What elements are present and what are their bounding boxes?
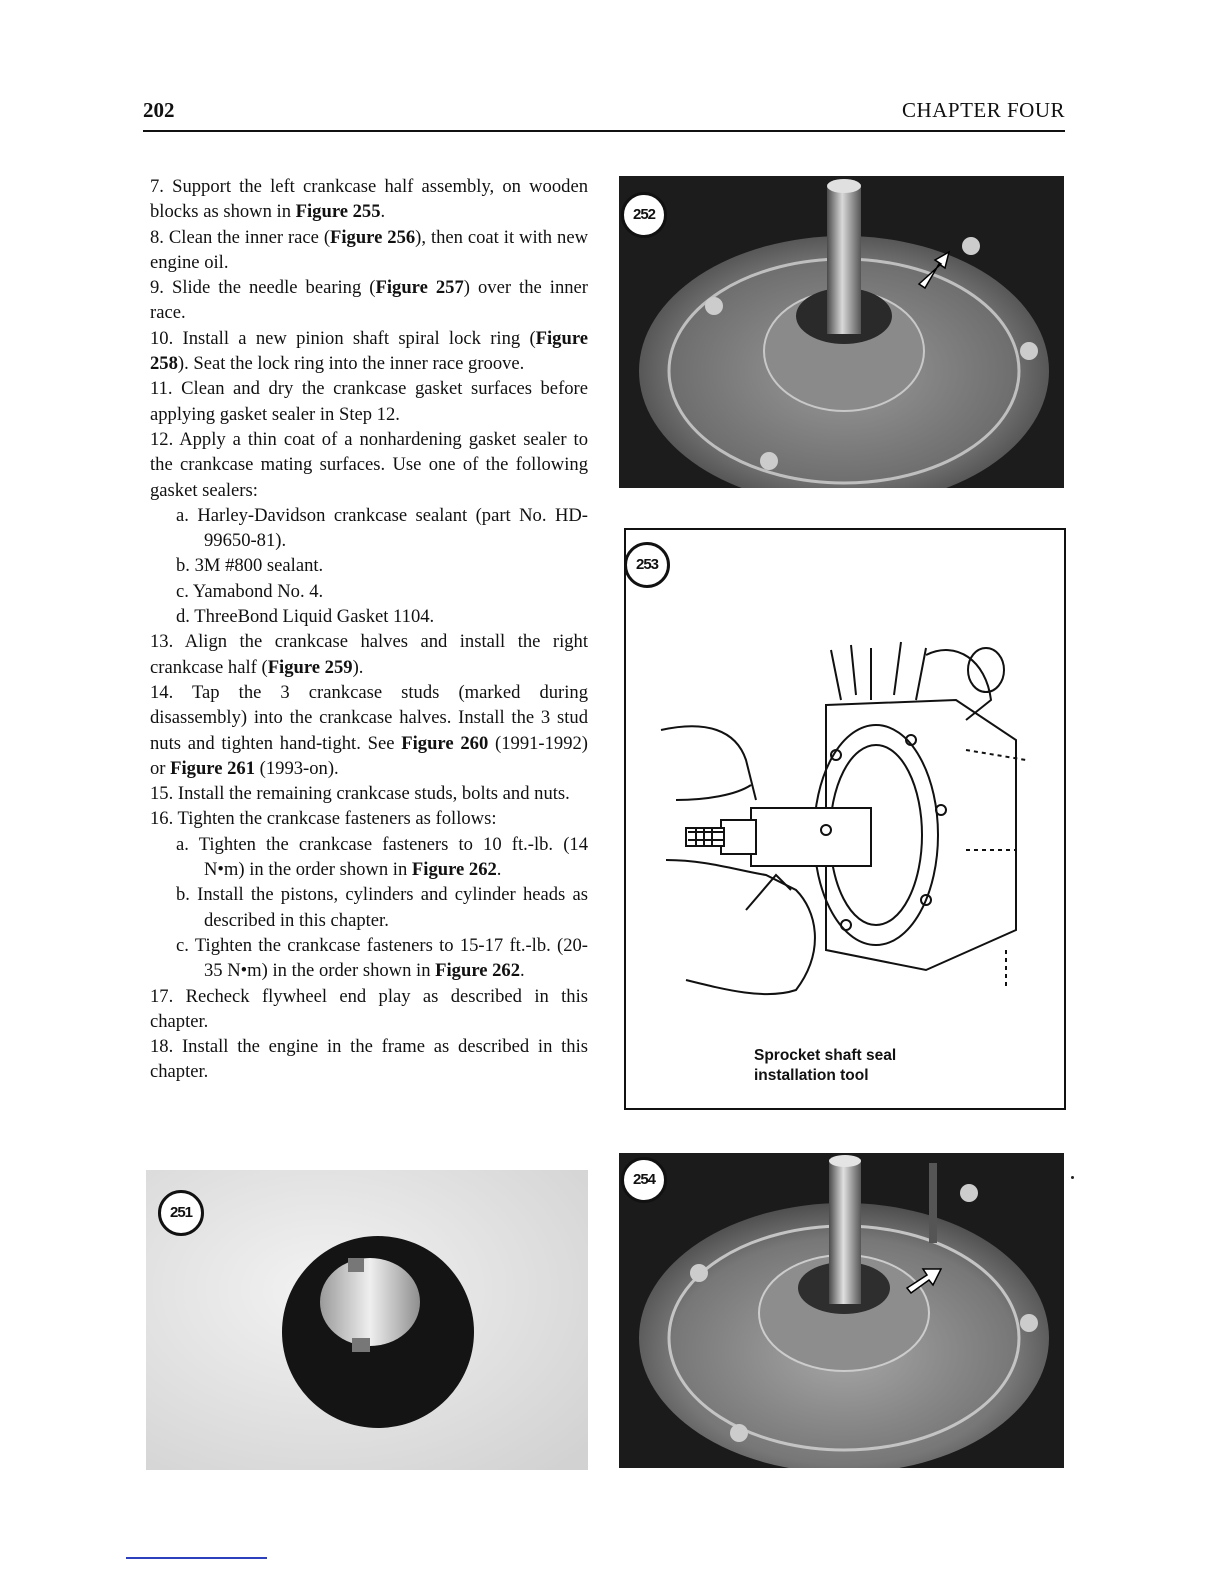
- step-13: 13. Align the crankcase halves and install the right crankcase half (Figure 259).: [150, 631, 588, 678]
- sprocket-shaft-photo: [619, 176, 1064, 488]
- footer-rule: [126, 1557, 267, 1559]
- step-17: 17. Recheck flywheel end play as described in this chapter.: [150, 985, 588, 1032]
- figure-253-illustration: [624, 528, 1066, 1110]
- stray-dot: [1071, 1176, 1074, 1179]
- seal-ring-photo: [146, 1170, 588, 1470]
- step-15: 15. Install the remaining crankcase studs, bolts and nuts.: [150, 783, 570, 805]
- figure-251-badge: 251: [158, 1190, 204, 1236]
- figure-253-caption: Sprocket shaft seal installation tool: [754, 1047, 897, 1084]
- figure-254-photo: [619, 1153, 1064, 1468]
- step-12: 12. Apply a thin coat of a nonhardening gasket sealer to the crankcase mating surfaces. Use one of the following gasket sealers:: [150, 428, 588, 501]
- seal-tool-drawing: [626, 530, 1064, 1108]
- step-12c: c. Yamabond No. 4.: [176, 580, 324, 602]
- step-9: 9. Slide the needle bearing (Figure 257) over the inner race.: [150, 277, 589, 324]
- page-header: [143, 96, 1065, 132]
- figure-253-badge: 253: [624, 542, 670, 588]
- step-12d: d. ThreeBond Liquid Gasket 1104.: [176, 606, 435, 628]
- step-11: 11. Clean and dry the crankcase gasket surfaces before applying gasket sealer in Step 12.: [150, 378, 588, 425]
- figure-252-badge: 252: [621, 192, 667, 238]
- instruction-text: [150, 174, 588, 1085]
- step-10: 10. Install a new pinion shaft spiral lock ring (Figure 258). Seat the lock ring into the inner race groove.: [150, 327, 588, 375]
- step-8: 8. Clean the inner race (Figure 256), then coat it with new engine oil.: [150, 226, 588, 273]
- step-12a: a. Harley-Davidson crankcase sealant (part No. HD-99650-81).: [176, 504, 588, 552]
- step-7: 7. Support the left crankcase half assembly, on wooden blocks as shown in Figure 255.: [150, 176, 588, 223]
- step-16c: c. Tighten the crankcase fasteners to 15-17 ft.-lb. (20-35 N•m) in the order shown in Figure 262.: [176, 934, 588, 982]
- step-18: 18. Install the engine in the frame as described in this chapter.: [150, 1036, 588, 1083]
- step-14: 14. Tap the 3 crankcase studs (marked during disassembly) into the crankcase halves. Install the 3 stud nuts and tighten hand-tight. See Figure 260 (1991-1992) or Figure 261 (1993-on).: [150, 681, 588, 779]
- step-16: 16. Tighten the crankcase fasteners as follows:: [150, 808, 497, 830]
- chapter-title: CHAPTER FOUR: [902, 98, 1065, 122]
- figure-251-photo: [146, 1170, 588, 1470]
- step-16a: a. Tighten the crankcase fasteners to 10 ft.-lb. (14 N•m) in the order shown in Figure 262.: [176, 833, 588, 881]
- figure-254-badge: 254: [621, 1157, 667, 1203]
- step-16b: b. Install the pistons, cylinders and cylinder heads as described in this chapter.: [176, 884, 588, 931]
- figure-252-photo: [619, 176, 1064, 488]
- step-12b: b. 3M #800 sealant.: [176, 555, 324, 577]
- page-number: 202: [143, 98, 175, 122]
- installed-seal-photo: [619, 1153, 1064, 1468]
